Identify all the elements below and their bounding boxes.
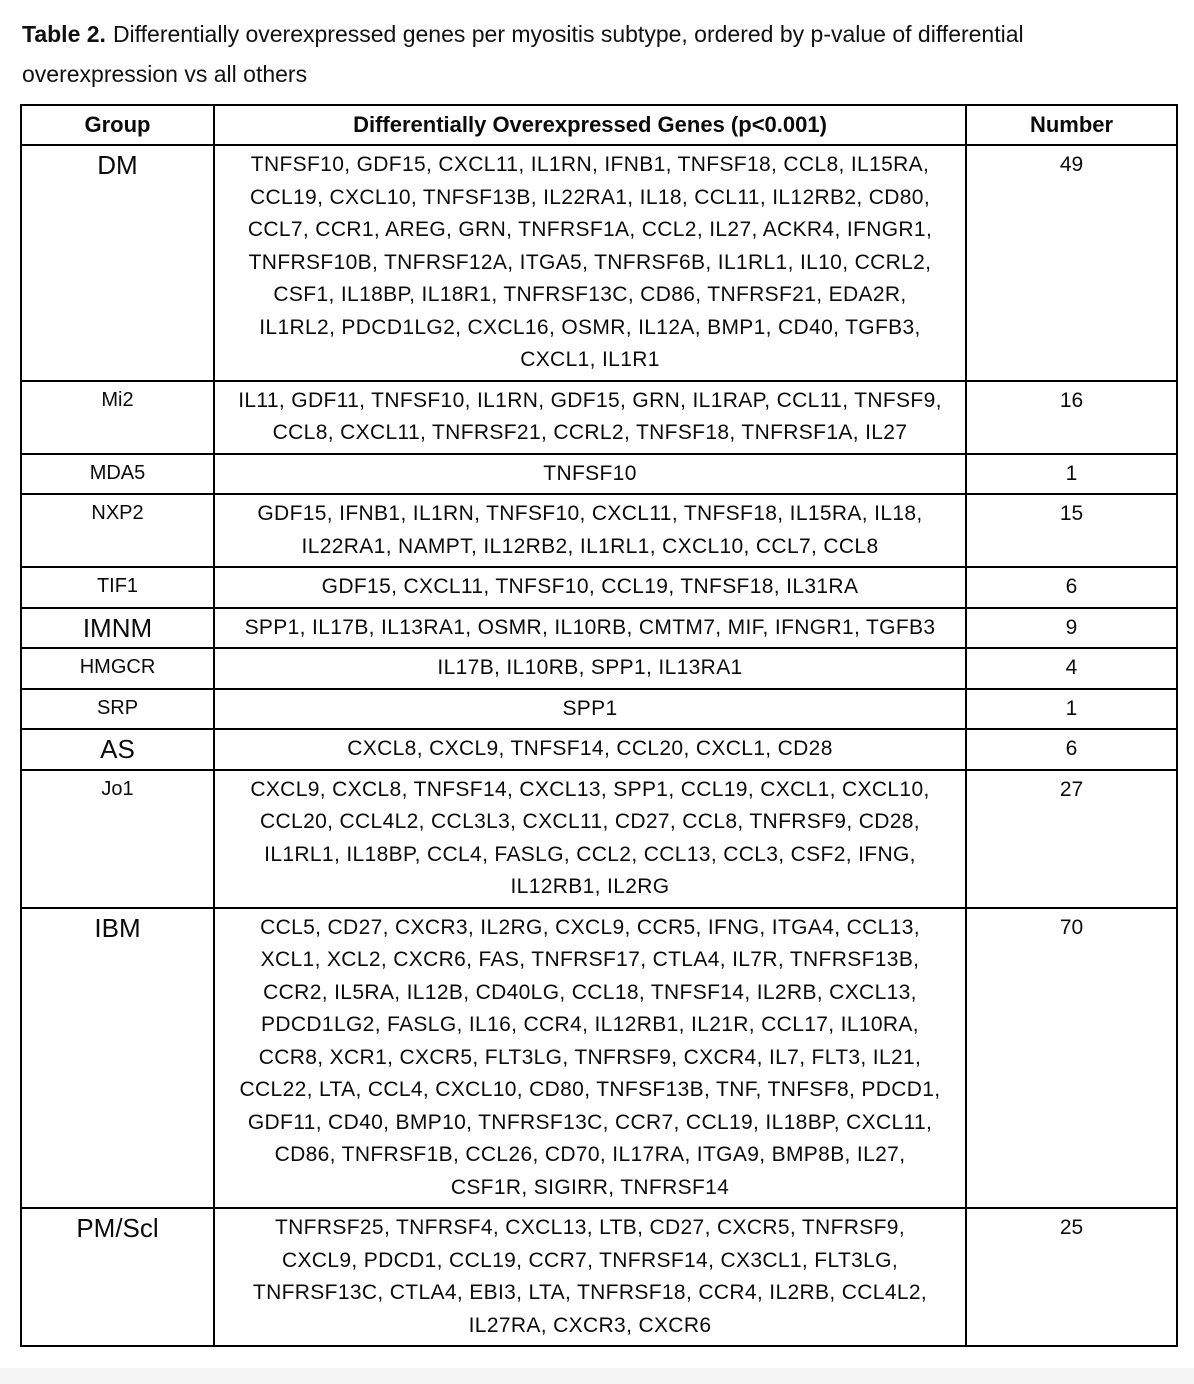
header-row: [21, 105, 1177, 145]
gene-count-cell: 25: [966, 1208, 1177, 1346]
genes-cell: SPP1, IL17B, IL13RA1, OSMR, IL10RB, CMTM7, MIF, IFNGR1, TGFB3: [214, 608, 966, 649]
gene-count-cell: 9: [966, 608, 1177, 649]
gene-count-cell: 1: [966, 689, 1177, 730]
table-row: [21, 454, 1177, 495]
table-row: [21, 145, 1177, 381]
genes-cell: IL17B, IL10RB, SPP1, IL13RA1: [214, 648, 966, 689]
table-row: [21, 1208, 1177, 1346]
gene-count-cell: 49: [966, 145, 1177, 381]
group-cell: AS: [21, 729, 214, 770]
genes-cell: TNFSF10: [214, 454, 966, 495]
group-cell: SRP: [21, 689, 214, 730]
genes-cell: IL11, GDF11, TNFSF10, IL1RN, GDF15, GRN, IL1RAP, CCL11, TNFSF9, CCL8, CXCL11, TNFRSF21, CCRL2, TNFSF18, TNFRSF1A, IL27: [214, 381, 966, 454]
gene-count-cell: 1: [966, 454, 1177, 495]
table-row: [21, 648, 1177, 689]
gene-count-cell: 70: [966, 908, 1177, 1209]
table-caption-text: Differentially overexpressed genes per myositis subtype, ordered by p-value of differential overexpression vs all others: [22, 21, 1024, 87]
table-row: [21, 381, 1177, 454]
group-cell: PM/Scl: [21, 1208, 214, 1346]
gene-count-cell: 15: [966, 494, 1177, 567]
column-header-number: Number: [966, 105, 1177, 145]
table-body: [21, 145, 1177, 1346]
gene-table: [20, 104, 1178, 1347]
table-row: [21, 770, 1177, 908]
group-cell: HMGCR: [21, 648, 214, 689]
genes-cell: SPP1: [214, 689, 966, 730]
genes-cell: CCL5, CD27, CXCR3, IL2RG, CXCL9, CCR5, IFNG, ITGA4, CCL13, XCL1, XCL2, CXCR6, FAS, TNFRSF17, CTLA4, IL7R, TNFRSF13B, CCR2, IL5RA, IL12B, CD40LG, CCL18, TNFSF14, IL2RB, CXCL13, PDCD1LG2, FASLG, IL16, CCR4, IL12RB1, IL21R, CCL17, IL10RA, CCR8, XCR1, CXCR5, FLT3LG, TNFRSF9, CXCR4, IL7, FLT3, IL21, CCL22, LTA, CCL4, CXCL10, CD80, TNFSF13B, TNF, TNFSF8, PDCD1, GDF11, CD40, BMP10, TNFRSF13C, CCR7, CCL19, IL18BP, CXCL11, CD86, TNFRSF1B, CCL26, CD70, IL17RA, ITGA9, BMP8B, IL27, CSF1R, SIGIRR, TNFRSF14: [214, 908, 966, 1209]
genes-cell: CXCL8, CXCL9, TNFSF14, CCL20, CXCL1, CD28: [214, 729, 966, 770]
genes-cell: GDF15, CXCL11, TNFSF10, CCL19, TNFSF18, IL31RA: [214, 567, 966, 608]
group-cell: IMNM: [21, 608, 214, 649]
gene-count-cell: 6: [966, 567, 1177, 608]
table-row: [21, 494, 1177, 567]
group-cell: Mi2: [21, 381, 214, 454]
group-cell: IBM: [21, 908, 214, 1209]
page-bottom-edge: [0, 1368, 1194, 1384]
table-caption: [22, 14, 1097, 94]
group-cell: MDA5: [21, 454, 214, 495]
column-header-genes: Differentially Overexpressed Genes (p<0.001): [214, 105, 966, 145]
table-row: [21, 908, 1177, 1209]
group-cell: Jo1: [21, 770, 214, 908]
table-row: [21, 608, 1177, 649]
genes-cell: TNFSF10, GDF15, CXCL11, IL1RN, IFNB1, TNFSF18, CCL8, IL15RA, CCL19, CXCL10, TNFSF13B, IL22RA1, IL18, CCL11, IL12RB2, CD80, CCL7, CCR1, AREG, GRN, TNFRSF1A, CCL2, IL27, ACKR4, IFNGR1, TNFRSF10B, TNFRSF12A, ITGA5, TNFRSF6B, IL1RL1, IL10, CCRL2, CSF1, IL18BP, IL18R1, TNFRSF13C, CD86, TNFRSF21, EDA2R, IL1RL2, PDCD1LG2, CXCL16, OSMR, IL12A, BMP1, CD40, TGFB3, CXCL1, IL1R1: [214, 145, 966, 381]
group-cell: NXP2: [21, 494, 214, 567]
table-header: [21, 105, 1177, 145]
table-row: [21, 729, 1177, 770]
gene-count-cell: 6: [966, 729, 1177, 770]
genes-cell: GDF15, IFNB1, IL1RN, TNFSF10, CXCL11, TNFSF18, IL15RA, IL18, IL22RA1, NAMPT, IL12RB2, IL1RL1, CXCL10, CCL7, CCL8: [214, 494, 966, 567]
group-cell: TIF1: [21, 567, 214, 608]
table-caption-label: Table 2.: [22, 21, 106, 47]
gene-count-cell: 16: [966, 381, 1177, 454]
table-row: [21, 567, 1177, 608]
gene-count-cell: 4: [966, 648, 1177, 689]
gene-count-cell: 27: [966, 770, 1177, 908]
table-row: [21, 689, 1177, 730]
column-header-group: Group: [21, 105, 214, 145]
group-cell: DM: [21, 145, 214, 381]
genes-cell: TNFRSF25, TNFRSF4, CXCL13, LTB, CD27, CXCR5, TNFRSF9, CXCL9, PDCD1, CCL19, CCR7, TNFRSF14, CX3CL1, FLT3LG, TNFRSF13C, CTLA4, EBI3, LTA, TNFRSF18, CCR4, IL2RB, CCL4L2, IL27RA, CXCR3, CXCR6: [214, 1208, 966, 1346]
genes-cell: CXCL9, CXCL8, TNFSF14, CXCL13, SPP1, CCL19, CXCL1, CXCL10, CCL20, CCL4L2, CCL3L3, CXCL11, CD27, CCL8, TNFRSF9, CD28, IL1RL1, IL18BP, CCL4, FASLG, CCL2, CCL13, CCL3, CSF2, IFNG, IL12RB1, IL2RG: [214, 770, 966, 908]
